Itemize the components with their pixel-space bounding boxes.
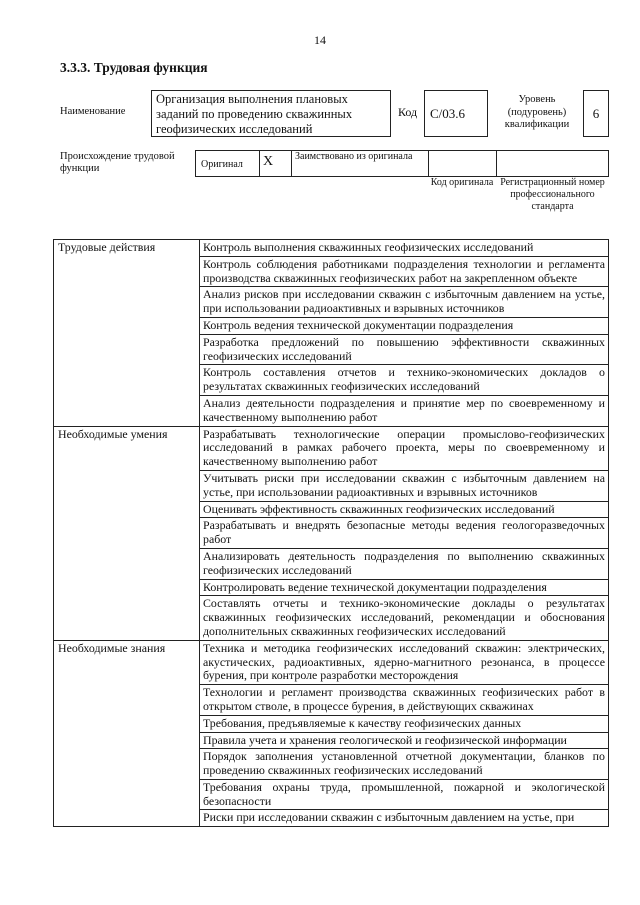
item-cell: Составлять отчеты и технико-экономические доклады о результатах скважинных геофизических исследований, рекомендации и обоснования дополнительных скважинных геофизических исследований: [200, 596, 609, 640]
item-cell: Разрабатывать и внедрять безопасные методы ведения геологоразведочных работ: [200, 518, 609, 549]
category-cell: Необходимые знания: [54, 640, 200, 827]
code-value: С/03.6: [424, 90, 488, 137]
reg-number-caption: Регистрационный номер профессионального стандарта: [500, 177, 605, 212]
item-cell: Риски при исследовании скважин с избыточным давлением на устье, при: [200, 810, 609, 827]
item-cell: Анализировать деятельность подразделения по выполнению скважинных геофизических исследований: [200, 548, 609, 579]
table-row: [54, 426, 609, 470]
borrowed-label: Заимствовано из оригинала: [295, 151, 413, 162]
item-cell: Контроль выполнения скважинных геофизических исследований: [200, 240, 609, 257]
item-cell: Анализ рисков при исследовании скважин с избыточным давлением на устье, при использовании радиоактивных и взрывных источников: [200, 287, 609, 318]
original-mark: X: [263, 154, 274, 169]
code-label: Код: [398, 105, 418, 119]
item-cell: Требования, предъявляемые к качеству геофизических данных: [200, 715, 609, 732]
origin-divider-2: [291, 150, 292, 177]
item-cell: Анализ деятельности подразделения и принятие мер по своевременному и качественному выполнению работ: [200, 395, 609, 426]
item-cell: Контроль соблюдения работниками подразделения технологии и регламента производства скважинных геофизических работ на закрепленном объекте: [200, 256, 609, 287]
origin-divider-1: [259, 150, 260, 177]
table-row: [54, 240, 609, 257]
name-label: Наименование: [60, 106, 126, 117]
item-cell: Правила учета и хранения геологической и геофизической информации: [200, 732, 609, 749]
level-value: 6: [583, 90, 609, 137]
item-cell: Технологии и регламент производства скважинных геофизических работ в открытом стволе, в процессе бурения, в действующих скважинах: [200, 685, 609, 716]
original-label: Оригинал: [201, 159, 243, 170]
item-cell: Техника и методика геофизических исследований скважин: электрических, акустических, радиоактивных, ядерно-магнитного резонанса, в процессе бурения, при контроле разработки месторождения: [200, 640, 609, 684]
category-cell: Необходимые умения: [54, 426, 200, 640]
code-original-caption: Код оригинала: [430, 177, 494, 188]
item-cell: Требования охраны труда, промышленной, пожарной и экологической безопасности: [200, 779, 609, 810]
level-label: Уровень (подуровень) квалификации: [504, 94, 570, 130]
item-cell: Оценивать эффективность скважинных геофизических исследований: [200, 501, 609, 518]
section-title: 3.3.3. Трудовая функция: [60, 60, 208, 75]
origin-divider-4: [496, 150, 497, 177]
item-cell: Разрабатывать технологические операции промыслово-геофизических исследований в рамках рабочего проекта, меры по своевременному и качественному выполнению работ: [200, 426, 609, 470]
item-cell: Разработка предложений по повышению эффективности скважинных геофизических исследований: [200, 334, 609, 365]
item-cell: Учитывать риски при исследовании скважин с избыточным давлением на устье, при использовании радиоактивных и взрывных источников: [200, 470, 609, 501]
category-cell: Трудовые действия: [54, 240, 200, 427]
name-value: Организация выполнения плановых заданий по проведению скважинных геофизических исследований: [151, 90, 391, 137]
table-row: [54, 640, 609, 684]
item-cell: Контроль ведения технической документации подразделения: [200, 317, 609, 334]
origin-divider-3: [428, 150, 429, 177]
origin-label: Происхождение трудовой функции: [60, 151, 175, 174]
item-cell: Порядок заполнения установленной отчетной документации, бланков по проведению скважинных геофизических исследований: [200, 749, 609, 780]
function-table: [53, 239, 609, 827]
item-cell: Контролировать ведение технической документации подразделения: [200, 579, 609, 596]
page-number: 14: [314, 33, 326, 47]
item-cell: Контроль составления отчетов и технико-экономических докладов о результатах скважинных геофизических исследований: [200, 365, 609, 396]
